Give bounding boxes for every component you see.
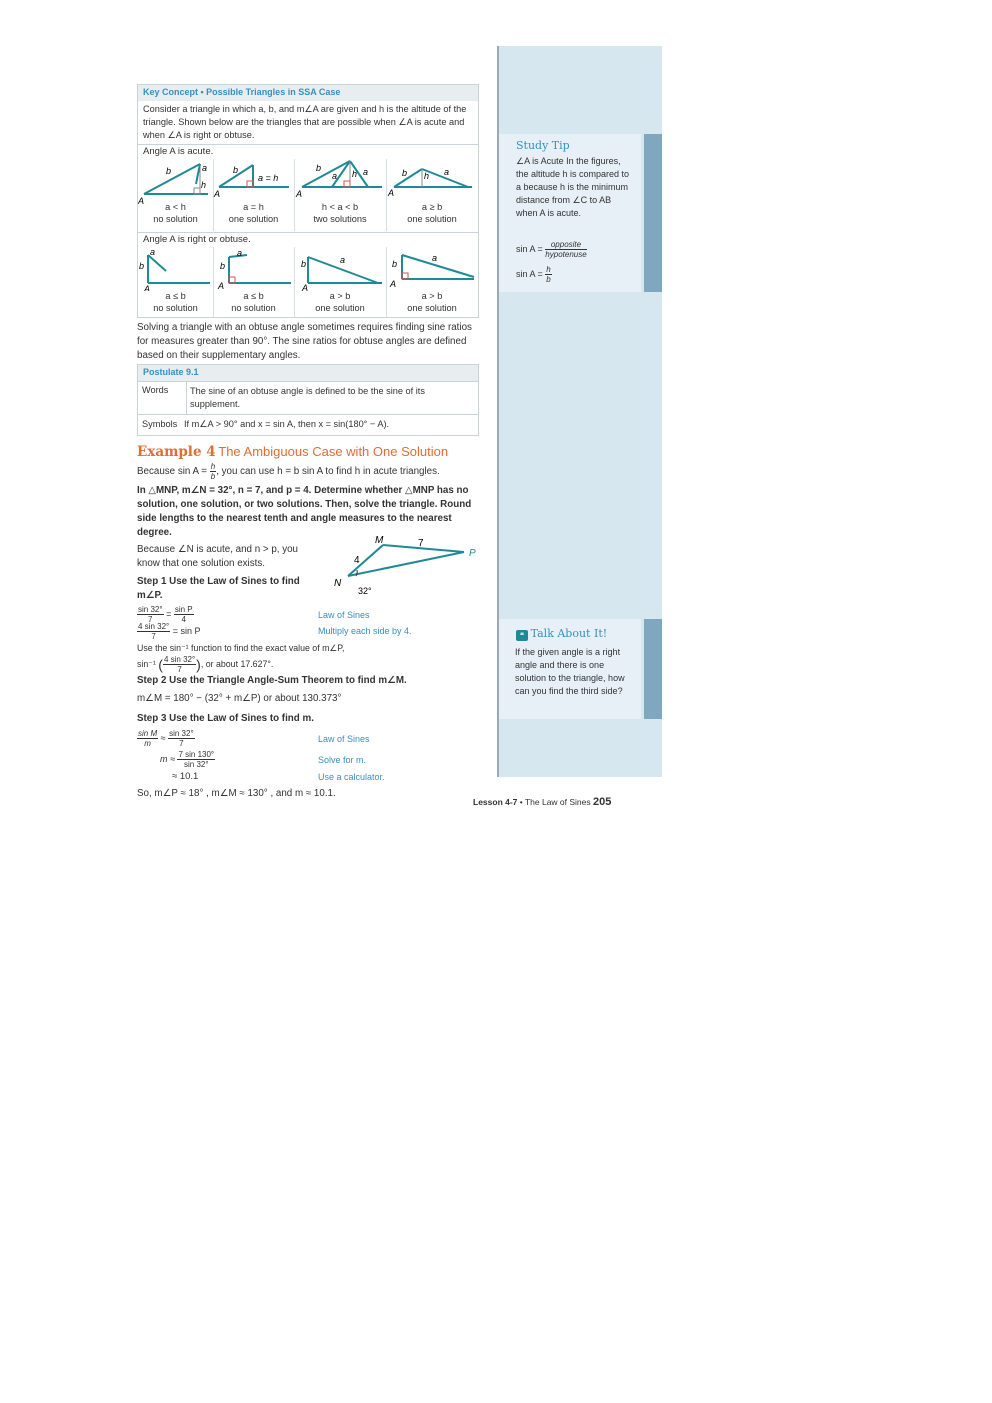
eq1-num: opposite — [545, 240, 586, 250]
triangle-mnp-figure — [330, 530, 480, 598]
label-b: b — [233, 165, 239, 175]
eq2-den: b — [546, 275, 551, 284]
step3-row2 — [160, 750, 215, 769]
label-A: A — [296, 189, 303, 199]
label-A: A — [218, 281, 225, 291]
intro-post: , you can use h = b sin A to find h in acute triangles. — [216, 466, 440, 478]
paren-open: ( — [158, 656, 163, 673]
acute-fig-1 — [138, 159, 214, 231]
side-7-label: 7 — [418, 538, 424, 549]
page-footer — [473, 796, 611, 808]
study-tip-text: ∠A is Acute In the figures, the altitude h is compared to a because h is the minimum distance from ∠C to AB when A is acute. — [516, 156, 630, 218]
eq2-fraction — [545, 265, 551, 284]
intro-frac-num: h — [210, 462, 216, 471]
step1-rhs-num: sin P — [174, 605, 193, 614]
step3-rhs-fraction — [168, 729, 195, 748]
label-A: A — [144, 284, 151, 291]
footer-title: • The Law of Sines — [519, 797, 591, 807]
obtuse-cond-3: a > b — [329, 291, 351, 301]
label-A: A — [388, 188, 395, 198]
step2-heading: Step 2 Use the Triangle Angle-Sum Theorem to find m∠M. — [137, 675, 407, 686]
step1-heading: Step 1 Use the Law of Sines to find m∠P. — [137, 576, 300, 601]
symbols-label: Symbols — [142, 419, 178, 429]
acute-fig-2 — [213, 159, 295, 231]
triangle-diagram — [386, 159, 478, 205]
step1-reason1: Law of Sines — [318, 610, 370, 620]
label-b: b — [220, 261, 226, 271]
vertex-N: N — [334, 578, 342, 589]
angle-32-label: 32° — [358, 586, 372, 596]
triangle-diagram — [138, 159, 213, 205]
label-b: b — [316, 163, 322, 173]
postulate-symbols-row — [138, 414, 478, 435]
obtuse-fig-2 — [213, 247, 295, 317]
obtuse-paragraph: Solving a triangle with an obtuse angle sometimes requires finding sine ratios for measures greater than 90°. The sine ratios for obtuse angles are defined based on their supplementary angles. — [137, 322, 472, 361]
label-a: a — [150, 247, 156, 257]
step1-row2-den: 7 — [151, 632, 156, 641]
label-h: h — [201, 180, 207, 190]
label-a: a — [444, 167, 450, 177]
example-problem: In △MNP, m∠N = 32°, n = 7, and p = 4. Determine whether △MNP has no solution, one solution, or two solutions. Then, solve the triangle. Round side lengths to the nearest tenth and angle measures to the nearest degree. — [137, 485, 472, 538]
obtuse-result-4: one solution — [407, 303, 457, 313]
step1-reason2: Multiply each side by 4. — [318, 626, 412, 636]
acute-result-2: one solution — [228, 214, 279, 224]
acute-label: Angle A is acute. — [138, 144, 478, 160]
postulate-header: Postulate 9.1 — [138, 365, 478, 381]
step1-rhs-den: 4 — [181, 615, 186, 624]
talk-about-text: If the given angle is a right angle and there is one solution to the triangle, how can you find the third side? — [515, 647, 625, 696]
study-tip-eq2 — [516, 265, 552, 284]
example-intro — [137, 462, 482, 481]
example-title: The Ambiguous Case with One Solution — [218, 444, 449, 459]
step3-row2-den: sin 32° — [184, 760, 209, 769]
postulate-box — [137, 364, 479, 436]
vertex-M: M — [375, 535, 384, 546]
label-A: A — [214, 189, 221, 199]
inverse-num: 4 sin 32° — [163, 655, 196, 664]
step3-row3: ≈ 10.1 — [172, 771, 199, 782]
label-b: b — [301, 259, 307, 269]
step1-lhs-den: 7 — [148, 615, 153, 624]
postulate-words-row — [138, 381, 478, 414]
eq1-fraction — [545, 240, 586, 259]
step1-row2-num: 4 sin 32° — [138, 622, 170, 631]
chat-icon: ❝ — [516, 630, 528, 641]
triangle-diagram — [294, 247, 386, 291]
inverse-pre: sin⁻¹ — [137, 658, 156, 669]
step1-row2-fraction — [137, 622, 170, 641]
inverse-post: , or about 17.627°. — [200, 658, 274, 669]
because-text: Because ∠N is acute, and n > p, you know that one solution exists. — [137, 544, 299, 569]
eq1-den: hypotenuse — [545, 250, 587, 259]
label-a: a — [202, 163, 208, 173]
acute-result-3: two solutions — [313, 214, 367, 224]
label-b: b — [166, 166, 172, 176]
step3-reason2: Solve for m. — [318, 755, 367, 765]
words-label: Words — [142, 385, 169, 395]
step3-heading: Step 3 Use the Law of Sines to find m. — [137, 713, 314, 724]
acute-cond-4: a ≥ b — [421, 202, 443, 212]
step3-row2-fraction — [177, 750, 215, 769]
talk-about-tab — [644, 619, 662, 719]
symbols-text: If m∠A > 90° and x = sin A, then x = sin(180° − A). — [184, 419, 390, 429]
label-b: b — [139, 261, 145, 271]
label-a: a — [432, 253, 438, 263]
step3-row1 — [137, 729, 195, 748]
acute-cond-1: a < h — [165, 202, 186, 212]
eq2-num: h — [546, 265, 551, 274]
step3-rhs-num: sin 32° — [169, 729, 194, 738]
acute-fig-4 — [386, 159, 478, 231]
label-b: b — [392, 259, 398, 269]
study-tip-box — [499, 134, 641, 292]
footer-lesson: Lesson 4-7 — [473, 797, 518, 807]
obtuse-result-1: no solution — [153, 303, 198, 313]
step1-row2-rhs: = sin P — [172, 625, 201, 636]
example-heading — [137, 444, 448, 460]
talk-about-title: Talk About It! — [530, 627, 608, 640]
obtuse-cond-2: a ≤ b — [243, 291, 264, 301]
label-A: A — [390, 279, 397, 289]
label-h: h — [424, 171, 430, 181]
step3-row2-num: 7 sin 130° — [178, 750, 215, 759]
step1-eq: = — [166, 608, 172, 619]
obtuse-result-3: one solution — [315, 303, 365, 313]
obtuse-fig-1 — [138, 247, 214, 317]
postulate-divider — [186, 382, 187, 414]
side-4-label: 4 — [354, 555, 360, 566]
obtuse-fig-3 — [294, 247, 387, 317]
obtuse-cond-1: a ≤ b — [165, 291, 186, 301]
step3-lhs-fraction — [137, 729, 158, 748]
obtuse-fig-4 — [386, 247, 478, 317]
label-a2: a — [363, 167, 369, 177]
inverse-den: 7 — [177, 665, 182, 674]
step3-rhs-den: 7 — [179, 739, 184, 748]
triangle-diagram — [386, 247, 478, 291]
label-a-eq-h: a = h — [258, 173, 279, 183]
triangle-diagram — [294, 159, 386, 205]
label-a: a — [237, 248, 243, 258]
label-a: a — [340, 255, 346, 265]
key-concept-box — [137, 84, 479, 318]
label-a: a — [332, 171, 338, 181]
step3-reason1: Law of Sines — [318, 734, 370, 744]
acute-cond-3: h < a < b — [321, 202, 359, 212]
step1-row2 — [137, 622, 201, 641]
label-A: A — [302, 283, 309, 291]
obtuse-label: Angle A is right or obtuse. — [138, 232, 478, 248]
label-A: A — [138, 196, 145, 205]
key-concept-header: Key Concept • Possible Triangles in SSA Case — [138, 85, 478, 101]
intro-frac-den: b — [210, 472, 216, 481]
study-tip-title: Study Tip — [516, 139, 570, 152]
inverse-fraction — [163, 655, 196, 674]
step3-lhs-num: sin M — [138, 729, 158, 738]
conclusion: So, m∠P ≈ 18° , m∠M ≈ 130° , and m ≈ 10.1. — [137, 788, 336, 799]
example-label: Example 4 — [137, 444, 216, 460]
step3-row2-lhs: m ≈ — [160, 753, 175, 764]
step3-eq: ≈ — [160, 732, 166, 743]
eq1-lhs: sin A = — [516, 243, 543, 254]
study-tip-tab — [644, 134, 662, 292]
talk-about-box — [499, 619, 641, 719]
paren-close: ) — [196, 656, 201, 673]
acute-result-1: no solution — [153, 214, 198, 224]
acute-fig-3 — [294, 159, 387, 231]
obtuse-result-2: no solution — [231, 303, 276, 313]
triangle-diagram — [213, 159, 294, 205]
step2-equation: m∠M = 180° − (32° + m∠P) or about 130.373° — [137, 693, 342, 704]
step3-lhs-den: m — [144, 739, 151, 748]
words-text: The sine of an obtuse angle is defined to be the sine of its supplement. — [190, 386, 425, 409]
label-b: b — [402, 168, 408, 178]
talk-about-header — [516, 627, 607, 641]
inverse-line — [137, 655, 273, 674]
eq2-lhs: sin A = — [516, 268, 543, 279]
triangle-diagram — [213, 247, 294, 291]
vertex-P: P — [469, 548, 476, 559]
intro-pre: Because sin A = — [137, 466, 207, 478]
obtuse-cond-4: a > b — [421, 291, 443, 301]
triangle-diagram — [138, 247, 213, 291]
inverse-note: Use the sin⁻¹ function to find the exact value of m∠P, — [137, 643, 345, 653]
acute-cond-2: a = h — [243, 202, 264, 212]
step1-lhs-num: sin 32° — [138, 605, 163, 614]
acute-result-4: one solution — [407, 214, 457, 224]
sidebar-panel — [497, 46, 662, 777]
step3-reason3: Use a calculator. — [318, 772, 385, 782]
key-concept-intro: Consider a triangle in which a, b, and m∠A are given and h is the altitude of the triangle. Shown below are the triangles that are possible when ∠A is acute and when ∠A is right or obtuse. — [143, 104, 467, 140]
page-number: 205 — [593, 796, 612, 808]
label-h: h — [352, 169, 358, 179]
study-tip-eq1 — [516, 240, 587, 259]
